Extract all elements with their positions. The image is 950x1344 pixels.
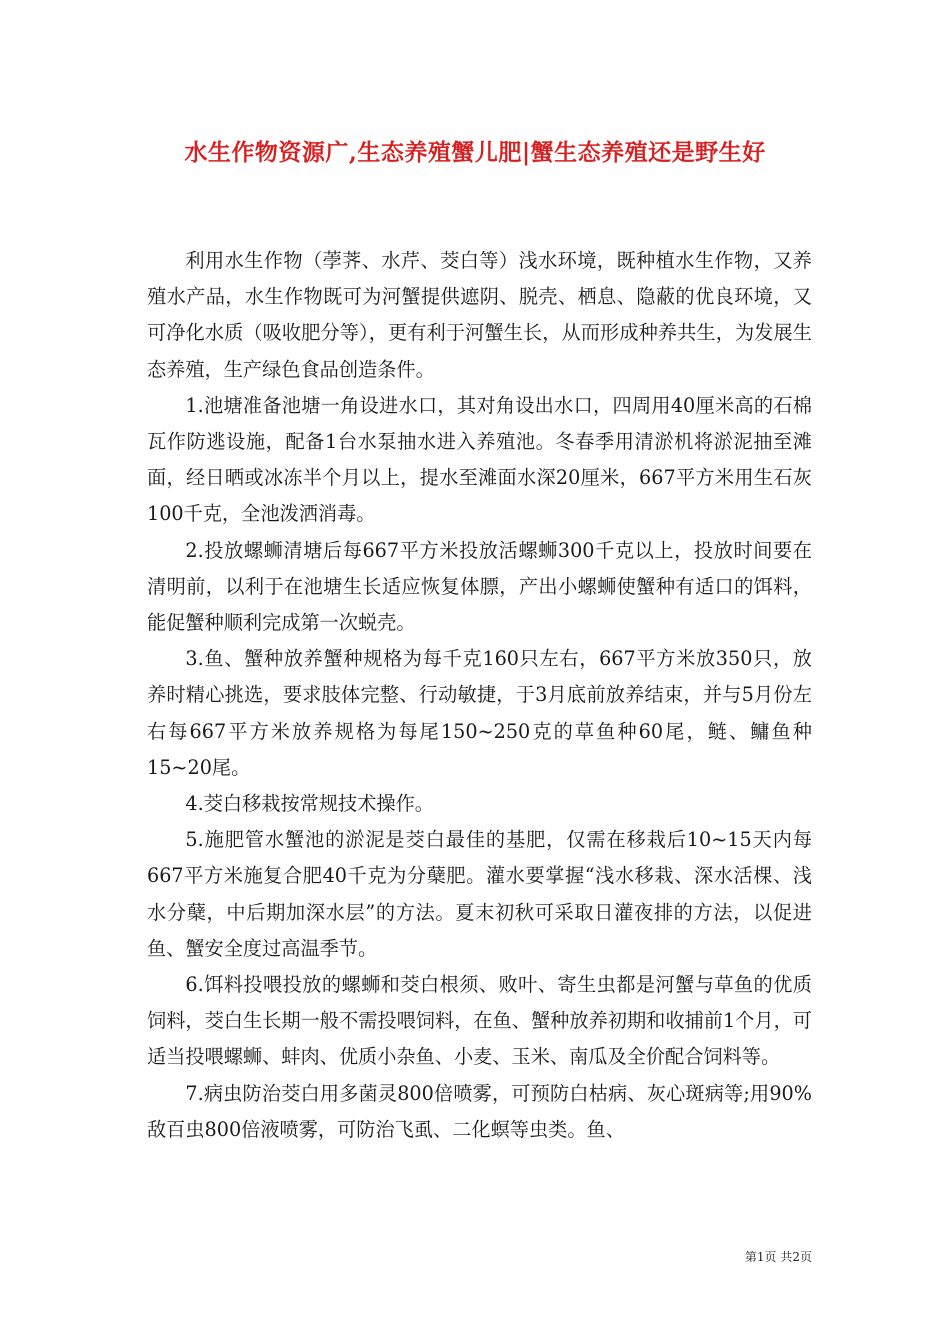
paragraph-pest-control: 7.病虫防治茭白用多菌灵800倍喷雾，可预防白枯病、灰心斑病等;用90%敌百虫800倍液喷雾，可防治飞虱、二化螟等虫类。鱼、 [147, 1081, 812, 1141]
paragraph-transplanting: 4.茭白移栽按常规技术操作。 [185, 792, 434, 816]
paragraph-fertilizing-water: 5.施肥管水蟹池的淤泥是茭白最佳的基肥，仅需在移栽后10~15天内每667平方米施复合肥40千克为分蘖肥。灌水要掌握“浅水移栽、深水活棵、浅水分蘖，中后期加深水层”的方法。夏末初秋可采取日灌夜排的方法，以促进鱼、蟹安全度过高温季节。 [147, 828, 812, 960]
paragraph-fish-crab-stocking: 3.鱼、蟹种放养蟹种规格为每千克160只左右，667平方米放350只，放养时精心挑选，要求肢体完整、行动敏捷，于3月底前放养结束，并与5月份左右每667平方米放养规格为每尾150~250克的草鱼种60尾，鲢、鳙鱼种15~20尾。 [147, 647, 812, 779]
document-title: 水生作物资源广,生态养殖蟹儿肥|蟹生态养殖还是野生好 [184, 139, 766, 166]
paragraph-intro: 利用水生作物（荸荠、水芹、茭白等）浅水环境，既种植水生作物，又养殖水产品，水生作物既可为河蟹提供遮阴、脱壳、栖息、隐蔽的优良环境，又可净化水质（吸收肥分等），更有利于河蟹生长，从而形成种养共生，为发展生态养殖，生产绿色食品创造条件。 [147, 249, 812, 381]
paragraph-pond-preparation: 1.池塘准备池塘一角设进水口，其对角设出水口，四周用40厘米高的石棉瓦作防逃设施，配备1台水泵抽水进入养殖池。冬春季用清淤机将淤泥抽至滩面，经日晒或冰冻半个月以上，提水至滩面水深20厘米，667平方米用生石灰100千克，全池泼洒消毒。 [147, 393, 812, 526]
paragraph-feeding: 6.饵料投喂投放的螺蛳和茭白根须、败叶、寄生虫都是河蟹与草鱼的优质饲料，茭白生长期一般不需投喂饲料，在鱼、蟹种放养初期和收捕前1个月，可适当投喂螺蛳、蚌肉、优质小杂鱼、小麦、玉米、南瓜及全价配合饲料等。 [147, 973, 812, 1069]
page-number: 第1页 共2页 [744, 1250, 812, 1264]
paragraph-snail-stocking: 2.投放螺蛳清塘后每667平方米投放活螺蛳300千克以上，投放时间要在清明前，以利于在池塘生长适应恢复体膘，产出小螺蛳使蟹种有适口的饵料，能促蟹种顺利完成第一次蜕壳。 [147, 538, 812, 635]
document-body [147, 243, 812, 1148]
